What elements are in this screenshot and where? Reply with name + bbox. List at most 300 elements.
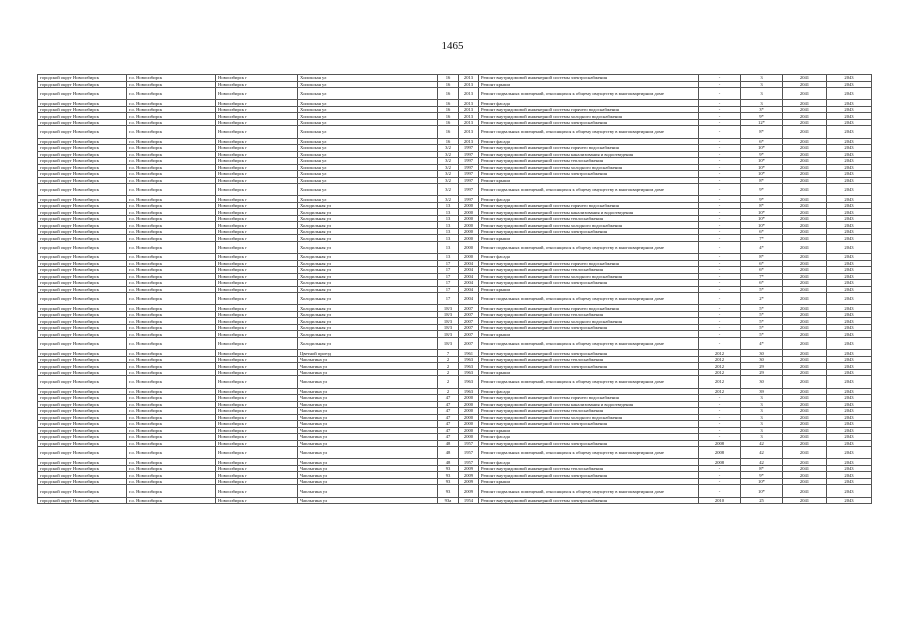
cell-last-repair-year: - [699,421,741,428]
cell-plan-end-year: 2043 [827,472,872,479]
cell-municipality: городской округ Новосибирск [38,106,127,113]
cell-municipal-unit: г.о. Новосибирск [127,363,216,370]
cell-locality: Новосибирск г [216,459,298,466]
cell-locality: Новосибирск г [216,202,298,209]
cell-wear-value: 3 [741,395,783,402]
cell-wear-value: 3 [741,408,783,415]
cell-plan-start-year: 2041 [783,350,827,357]
cell-house-number: 93 [438,465,459,472]
cell-plan-start-year: 2041 [783,106,827,113]
cell-build-year: 1954 [459,497,479,504]
cell-municipal-unit: г.о. Новосибирск [127,88,216,100]
cell-house-number: 13 [438,215,459,222]
cell-municipality: городской округ Новосибирск [38,324,127,331]
cell-wear-value: 3 [741,88,783,100]
cell-work-type: Ремонт внутридомовой инженерной системы электроснабжения [479,350,699,357]
cell-wear-value: 5* [741,311,783,318]
cell-municipality: городской округ Новосибирск [38,241,127,253]
cell-house-number: 47 [438,434,459,441]
cell-last-repair-year: - [699,414,741,421]
cell-house-number: 3/2 [438,177,459,184]
cell-municipal-unit: г.о. Новосибирск [127,395,216,402]
cell-build-year: 2000 [459,395,479,402]
repair-registry-table [37,74,872,504]
cell-street: Чаплыгина ул [298,427,438,434]
cell-municipality: городской округ Новосибирск [38,388,127,395]
cell-locality: Новосибирск г [216,440,298,447]
cell-municipality: городской округ Новосибирск [38,369,127,376]
cell-wear-value: 8* [741,465,783,472]
cell-municipal-unit: г.о. Новосибирск [127,171,216,178]
cell-last-repair-year: - [699,472,741,479]
cell-locality: Новосибирск г [216,151,298,158]
cell-work-type: Ремонт фасада [479,459,699,466]
cell-municipal-unit: г.о. Новосибирск [127,497,216,504]
cell-last-repair-year: - [699,106,741,113]
cell-plan-start-year: 2041 [783,164,827,171]
cell-build-year: 2000 [459,235,479,242]
cell-locality: Новосибирск г [216,235,298,242]
cell-house-number: 3/2 [438,145,459,152]
cell-work-type: Ремонт внутридомовой инженерной системы электроснабжения [479,119,699,126]
cell-plan-start-year: 2041 [783,356,827,363]
cell-municipal-unit: г.о. Новосибирск [127,184,216,196]
cell-municipality: городской округ Новосибирск [38,254,127,261]
cell-street: Хилокская ул [298,75,438,82]
cell-locality: Новосибирск г [216,273,298,280]
cell-plan-end-year: 2043 [827,440,872,447]
cell-wear-value: 10* [741,485,783,497]
cell-municipal-unit: г.о. Новосибирск [127,421,216,428]
table-row [38,497,872,504]
cell-locality: Новосибирск г [216,414,298,421]
cell-municipal-unit: г.о. Новосибирск [127,113,216,120]
cell-plan-end-year: 2043 [827,293,872,305]
cell-house-number: 18/3 [438,331,459,338]
cell-wear-value: 30 [741,356,783,363]
cell-municipality: городской округ Новосибирск [38,260,127,267]
cell-wear-value: 5* [741,331,783,338]
cell-last-repair-year: - [699,235,741,242]
cell-wear-value: 10* [741,164,783,171]
cell-street: Чаплыгина ул [298,356,438,363]
cell-wear-value: 42 [741,447,783,459]
cell-municipal-unit: г.о. Новосибирск [127,75,216,82]
cell-plan-start-year: 2041 [783,209,827,216]
cell-house-number: 3/2 [438,151,459,158]
cell-plan-start-year: 2041 [783,280,827,287]
cell-plan-start-year: 2041 [783,408,827,415]
cell-wear-value: 5* [741,324,783,331]
cell-last-repair-year: - [699,126,741,138]
cell-plan-start-year: 2041 [783,119,827,126]
cell-wear-value: 3 [741,421,783,428]
cell-plan-end-year: 2043 [827,376,872,388]
cell-municipal-unit: г.о. Новосибирск [127,222,216,229]
cell-work-type: Ремонт внутридомовой инженерной системы электроснабжения [479,363,699,370]
cell-house-number: 3/2 [438,164,459,171]
cell-street: Холодильная ул [298,280,438,287]
cell-last-repair-year: 2012 [699,388,741,395]
cell-house-number: 2 [438,363,459,370]
cell-locality: Новосибирск г [216,267,298,274]
cell-work-type: Ремонт фасада [479,434,699,441]
cell-municipality: городской округ Новосибирск [38,363,127,370]
cell-street: Чаплыгина ул [298,395,438,402]
page-number: 1465 [441,40,464,52]
cell-locality: Новосибирск г [216,388,298,395]
cell-house-number: 16 [438,138,459,145]
cell-house-number: 13 [438,202,459,209]
cell-locality: Новосибирск г [216,280,298,287]
cell-wear-value: 6* [741,267,783,274]
cell-house-number: 2 [438,369,459,376]
cell-work-type: Ремонт крыши [479,427,699,434]
cell-wear-value: 10* [741,171,783,178]
cell-plan-end-year: 2043 [827,337,872,349]
cell-street: Холодильная ул [298,241,438,253]
cell-municipal-unit: г.о. Новосибирск [127,254,216,261]
cell-work-type: Ремонт подвальных помещений, относящихся к общему имуществу в многоквартирном доме [479,88,699,100]
cell-build-year: 2000 [459,228,479,235]
cell-municipality: городской округ Новосибирск [38,497,127,504]
cell-plan-start-year: 2041 [783,151,827,158]
cell-wear-value: 10* [741,209,783,216]
cell-build-year: 2000 [459,434,479,441]
cell-plan-start-year: 2041 [783,472,827,479]
cell-wear-value: 3 [741,434,783,441]
cell-locality: Новосибирск г [216,184,298,196]
cell-last-repair-year: 2008 [699,440,741,447]
cell-house-number: 13 [438,209,459,216]
cell-house-number: 13 [438,254,459,261]
cell-municipality: городской округ Новосибирск [38,337,127,349]
cell-last-repair-year: - [699,485,741,497]
cell-municipal-unit: г.о. Новосибирск [127,196,216,203]
cell-work-type: Ремонт фасада [479,254,699,261]
cell-locality: Новосибирск г [216,447,298,459]
cell-municipal-unit: г.о. Новосибирск [127,100,216,107]
cell-build-year: 2013 [459,81,479,88]
cell-municipality: городской округ Новосибирск [38,472,127,479]
cell-work-type: Ремонт внутридомовой инженерной системы горячего водоснабжения [479,260,699,267]
cell-house-number: 17 [438,286,459,293]
cell-plan-end-year: 2043 [827,145,872,152]
cell-wear-value: 4* [741,241,783,253]
cell-plan-start-year: 2041 [783,241,827,253]
cell-work-type: Ремонт подвальных помещений, относящихся к общему имуществу в многоквартирном доме [479,337,699,349]
cell-locality: Новосибирск г [216,478,298,485]
cell-municipality: городской округ Новосибирск [38,408,127,415]
cell-wear-value: 2* [741,293,783,305]
cell-street: Холодильная ул [298,311,438,318]
cell-house-number: 3/2 [438,171,459,178]
cell-build-year: 2004 [459,280,479,287]
cell-wear-value: 4* [741,337,783,349]
cell-build-year: 1957 [459,447,479,459]
cell-build-year: 1997 [459,196,479,203]
cell-plan-end-year: 2043 [827,485,872,497]
cell-municipality: городской округ Новосибирск [38,273,127,280]
cell-work-type: Ремонт внутридомовой инженерной системы теплоснабжения [479,408,699,415]
cell-build-year: 2007 [459,305,479,312]
cell-wear-value: 10* [741,478,783,485]
cell-house-number: 18/3 [438,324,459,331]
cell-municipal-unit: г.о. Новосибирск [127,440,216,447]
cell-work-type: Ремонт внутридомовой инженерной системы теплоснабжения [479,311,699,318]
cell-plan-start-year: 2041 [783,126,827,138]
cell-plan-start-year: 2041 [783,113,827,120]
cell-last-repair-year: - [699,177,741,184]
cell-house-number: 48 [438,447,459,459]
cell-locality: Новосибирск г [216,356,298,363]
cell-house-number: 17 [438,260,459,267]
cell-last-repair-year: 2008 [699,459,741,466]
cell-municipality: городской округ Новосибирск [38,113,127,120]
cell-last-repair-year: - [699,434,741,441]
cell-house-number: 3/2 [438,184,459,196]
cell-build-year: 2013 [459,75,479,82]
cell-plan-start-year: 2041 [783,337,827,349]
cell-municipality: городской округ Новосибирск [38,395,127,402]
cell-locality: Новосибирск г [216,401,298,408]
table-row [38,126,872,138]
cell-wear-value: 9* [741,184,783,196]
cell-last-repair-year: - [699,478,741,485]
cell-last-repair-year: - [699,324,741,331]
cell-municipal-unit: г.о. Новосибирск [127,241,216,253]
cell-street: Холодильная ул [298,202,438,209]
cell-municipality: городской округ Новосибирск [38,434,127,441]
cell-plan-start-year: 2041 [783,459,827,466]
table-row [38,184,872,196]
cell-street: Чаплыгина ул [298,421,438,428]
cell-locality: Новосибирск г [216,209,298,216]
cell-wear-value: 3 [741,401,783,408]
cell-work-type: Ремонт фасада [479,100,699,107]
cell-plan-start-year: 2041 [783,260,827,267]
cell-wear-value: 5* [741,318,783,325]
cell-work-type: Ремонт подвальных помещений, относящихся к общему имуществу в многоквартирном доме [479,293,699,305]
cell-house-number: 47 [438,421,459,428]
cell-wear-value: 29 [741,369,783,376]
cell-locality: Новосибирск г [216,222,298,229]
cell-plan-end-year: 2043 [827,164,872,171]
cell-street: Чаплыгина ул [298,408,438,415]
cell-plan-start-year: 2041 [783,158,827,165]
cell-last-repair-year: - [699,158,741,165]
cell-work-type: Ремонт внутридомовой инженерной системы горячего водоснабжения [479,305,699,312]
cell-municipality: городской округ Новосибирск [38,119,127,126]
cell-last-repair-year: - [699,100,741,107]
cell-street: Хилокская ул [298,81,438,88]
cell-locality: Новосибирск г [216,311,298,318]
cell-last-repair-year: - [699,215,741,222]
cell-last-repair-year: - [699,196,741,203]
cell-municipal-unit: г.о. Новосибирск [127,331,216,338]
cell-street: Хилокская ул [298,113,438,120]
cell-last-repair-year: - [699,138,741,145]
cell-municipal-unit: г.о. Новосибирск [127,158,216,165]
cell-work-type: Ремонт внутридомовой инженерной системы горячего водоснабжения [479,145,699,152]
cell-street: Холодильная ул [298,318,438,325]
cell-build-year: 1997 [459,184,479,196]
cell-street: Чаплыгина ул [298,472,438,479]
cell-plan-start-year: 2041 [783,497,827,504]
cell-street: Хилокская ул [298,151,438,158]
cell-locality: Новосибирск г [216,254,298,261]
cell-house-number: 48 [438,440,459,447]
cell-plan-end-year: 2043 [827,427,872,434]
cell-house-number: 13 [438,228,459,235]
cell-municipality: городской округ Новосибирск [38,401,127,408]
cell-wear-value: 30 [741,350,783,357]
cell-street: Чаплыгина ул [298,478,438,485]
cell-plan-end-year: 2043 [827,100,872,107]
cell-work-type: Ремонт внутридомовой инженерной системы горячего водоснабжения [479,106,699,113]
cell-street: Чаплыгина ул [298,459,438,466]
cell-municipality: городской округ Новосибирск [38,215,127,222]
cell-build-year: 2013 [459,119,479,126]
cell-wear-value: 8* [741,126,783,138]
cell-last-repair-year: - [699,337,741,349]
cell-street: Холодильная ул [298,209,438,216]
cell-work-type: Ремонт крыши [479,81,699,88]
cell-municipal-unit: г.о. Новосибирск [127,209,216,216]
cell-locality: Новосибирск г [216,81,298,88]
cell-work-type: Ремонт крыши [479,177,699,184]
cell-plan-end-year: 2043 [827,88,872,100]
cell-work-type: Ремонт внутридомовой инженерной системы теплоснабжения [479,465,699,472]
cell-last-repair-year: 2012 [699,376,741,388]
cell-municipality: городской округ Новосибирск [38,280,127,287]
cell-plan-start-year: 2041 [783,222,827,229]
cell-house-number: 48 [438,459,459,466]
cell-municipal-unit: г.о. Новосибирск [127,267,216,274]
cell-house-number: 16 [438,113,459,120]
cell-plan-start-year: 2041 [783,235,827,242]
cell-plan-end-year: 2043 [827,267,872,274]
cell-municipality: городской округ Новосибирск [38,126,127,138]
cell-last-repair-year: - [699,331,741,338]
cell-municipality: городской округ Новосибирск [38,184,127,196]
cell-build-year: 2000 [459,401,479,408]
cell-work-type: Ремонт подвальных помещений, относящихся к общему имуществу в многоквартирном доме [479,241,699,253]
cell-house-number: 18/3 [438,318,459,325]
cell-plan-start-year: 2041 [783,369,827,376]
cell-plan-end-year: 2043 [827,401,872,408]
cell-municipal-unit: г.о. Новосибирск [127,81,216,88]
cell-locality: Новосибирск г [216,421,298,428]
cell-plan-start-year: 2041 [783,228,827,235]
cell-build-year: 2013 [459,88,479,100]
cell-last-repair-year: - [699,113,741,120]
cell-house-number: 16 [438,106,459,113]
cell-build-year: 2013 [459,100,479,107]
cell-plan-end-year: 2043 [827,235,872,242]
cell-street: Хилокская ул [298,158,438,165]
cell-street: Хилокская ул [298,119,438,126]
cell-last-repair-year: 2012 [699,350,741,357]
cell-house-number: 47 [438,395,459,402]
cell-street: Чаплыгина ул [298,401,438,408]
cell-municipal-unit: г.о. Новосибирск [127,472,216,479]
cell-work-type: Ремонт внутридомовой инженерной системы электроснабжения [479,497,699,504]
cell-locality: Новосибирск г [216,164,298,171]
cell-wear-value: 3 [741,100,783,107]
cell-build-year: 1963 [459,363,479,370]
cell-municipal-unit: г.о. Новосибирск [127,106,216,113]
cell-municipality: городской округ Новосибирск [38,88,127,100]
cell-last-repair-year: 2008 [699,447,741,459]
cell-municipality: городской округ Новосибирск [38,81,127,88]
cell-municipality: городской округ Новосибирск [38,427,127,434]
cell-municipal-unit: г.о. Новосибирск [127,376,216,388]
cell-build-year: 2000 [459,427,479,434]
cell-street: Холодильная ул [298,293,438,305]
cell-plan-end-year: 2043 [827,318,872,325]
cell-municipal-unit: г.о. Новосибирск [127,324,216,331]
cell-street: Хилокская ул [298,138,438,145]
cell-plan-end-year: 2043 [827,119,872,126]
cell-plan-start-year: 2041 [783,440,827,447]
cell-build-year: 1963 [459,369,479,376]
cell-plan-start-year: 2041 [783,267,827,274]
cell-wear-value: 5* [741,305,783,312]
cell-street: Чаплыгина ул [298,434,438,441]
cell-municipality: городской округ Новосибирск [38,209,127,216]
cell-municipal-unit: г.о. Новосибирск [127,235,216,242]
cell-plan-start-year: 2041 [783,81,827,88]
cell-wear-value: 3 [741,414,783,421]
cell-work-type: Ремонт внутридомовой инженерной системы канализования и водоотведения [479,401,699,408]
cell-locality: Новосибирск г [216,395,298,402]
cell-locality: Новосибирск г [216,465,298,472]
cell-wear-value: 3 [741,75,783,82]
cell-build-year: 2013 [459,113,479,120]
cell-municipality: городской округ Новосибирск [38,164,127,171]
cell-municipality: городской округ Новосибирск [38,478,127,485]
cell-work-type: Ремонт внутридомовой инженерной системы холодного водоснабжения [479,222,699,229]
cell-street: Чаплыгина ул [298,414,438,421]
cell-build-year: 1997 [459,164,479,171]
cell-municipal-unit: г.о. Новосибирск [127,138,216,145]
cell-house-number: 16 [438,126,459,138]
cell-municipal-unit: г.о. Новосибирск [127,369,216,376]
cell-house-number: 17 [438,267,459,274]
cell-plan-end-year: 2043 [827,465,872,472]
cell-wear-value: 29 [741,363,783,370]
cell-last-repair-year: - [699,151,741,158]
cell-municipal-unit: г.о. Новосибирск [127,177,216,184]
cell-last-repair-year: - [699,228,741,235]
cell-wear-value: 39 [741,388,783,395]
cell-locality: Новосибирск г [216,337,298,349]
cell-last-repair-year: - [699,145,741,152]
cell-plan-start-year: 2041 [783,177,827,184]
cell-wear-value: 9* [741,151,783,158]
cell-locality: Новосибирск г [216,75,298,82]
cell-street: Чаплыгина ул [298,465,438,472]
cell-plan-end-year: 2043 [827,113,872,120]
cell-wear-value: 9* [741,472,783,479]
cell-house-number: 3/2 [438,196,459,203]
cell-house-number: 16 [438,119,459,126]
cell-work-type: Ремонт внутридомовой инженерной системы теплоснабжения [479,356,699,363]
cell-last-repair-year: - [699,427,741,434]
cell-wear-value: 6* [741,228,783,235]
cell-house-number: 13 [438,241,459,253]
